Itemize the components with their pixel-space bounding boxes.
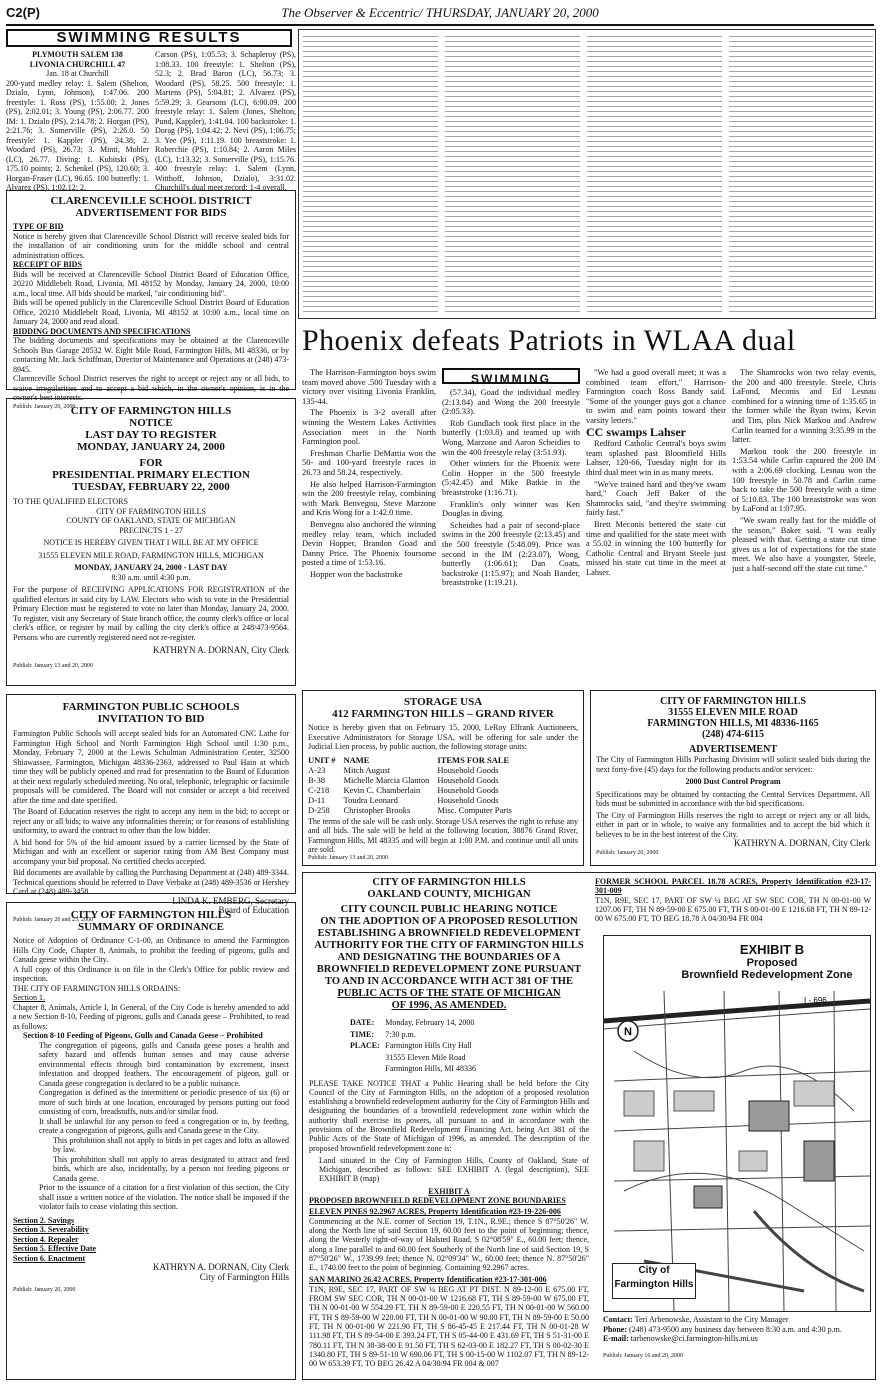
notice-title-2: NOTICE bbox=[129, 417, 173, 429]
type-of-bid-text: Notice is hereby given that Clarenceville School District will receive sealed bids for the installation of air conditioning units for the middle school and central administration offices. bbox=[13, 231, 289, 260]
reserve-text: Clarenceville School District reserves the right to accept or reject any or all bids, to waive irregularities and to accept a bid which, in the owner's opinion, is in the owner's best interests. bbox=[13, 374, 289, 402]
article-col-4 bbox=[732, 368, 876, 678]
bf-title-11: OF 1996, AS AMENDED. bbox=[391, 1000, 507, 1011]
ad-title-1: CITY OF FARMINGTON HILLS bbox=[660, 696, 806, 707]
ordinance-item-c: It shall be unlawful for any person to feed a congregation or to, by feeding, create a congregation of pigeons, gulls and Canada geese in the City. bbox=[39, 1116, 289, 1135]
bf-title-2: OAKLAND COUNTY, MICHIGAN bbox=[367, 889, 531, 900]
storage-title-1: STORAGE USA bbox=[403, 696, 483, 708]
bf-email-value: tarbenowske@ci.farmington-hills.mi.us bbox=[630, 1334, 758, 1343]
ordinance-sections-list bbox=[13, 1216, 289, 1264]
clarenceville-title-2: ADVERTISEMENT FOR BIDS bbox=[75, 207, 227, 219]
receipt-text-1: Bids will be received at Clarenceville School District Board of Education Office, 20210 Middlebelt Road, Livonia, MI 48152 by Monday, January 24, 2000, 10:00 a.m., local time. All bids should be marked, "air conditioning bid". bbox=[13, 269, 289, 298]
table-cell: Mitch August bbox=[343, 764, 391, 775]
bf-time-label: TIME: bbox=[350, 1029, 374, 1039]
notice-title-7: TUESDAY, FEBRUARY 22, 2000 bbox=[72, 481, 230, 493]
article-headline bbox=[302, 324, 876, 364]
storage-terms: The terms of the sale will be cash only. Storage USA reserves the right to refuse any and all bids. The sale will be held at the following location, 38876 Grand River, Farmington Hills, MI 48335 and will begin at 1:00 P.M. and continue until all units are sold. bbox=[308, 816, 578, 854]
page-header bbox=[6, 4, 874, 26]
ordinance-title-2: SUMMARY OF ORDINANCE bbox=[77, 921, 225, 933]
notice-city: CITY OF FARMINGTON HILLS bbox=[96, 506, 206, 516]
map-exhibit-b: EXHIBIT B bbox=[739, 942, 805, 957]
receipt-text-2: Bids will be opened publicly in the Clarenceville School District Board of Education Office, 20210 Middlebelt Road, Livonia, MI 48152 at 10:00 a.m., local time on January 24, 2000 and read aloud. bbox=[13, 298, 289, 326]
bf-title-9: TO AND IN ACCORDANCE WITH ACT 381 OF THE bbox=[325, 976, 573, 987]
results-table-col-3 bbox=[587, 34, 722, 316]
article-paragraph: "We swam really fast for the middle of the season," Baker said. "I was really pleased with that. Getting a state cut time gives us a lot of expectations for the state meet. We also have a youngster, Steele, just a half-second off the state cut time." bbox=[732, 515, 876, 573]
schools-sig-2: Board of Education bbox=[218, 905, 289, 915]
notice-publish: Publish: January 13 and 20, 2000 bbox=[13, 662, 93, 669]
bf-place-value-1: Farmington Hills City Hall bbox=[385, 1041, 472, 1050]
article-paragraph: Hopper won the backstroke bbox=[310, 569, 403, 579]
docs-heading: BIDDING DOCUMENTS AND SPECIFICATIONS bbox=[13, 326, 191, 336]
notice-to: TO THE QUALIFIED ELECTORS bbox=[13, 497, 128, 506]
svg-text:N: N bbox=[624, 1026, 632, 1038]
map-highway-label: I - 696 bbox=[804, 996, 827, 1005]
storage-usa-ad bbox=[302, 690, 584, 866]
bf-place-label: PLACE: bbox=[350, 1041, 380, 1050]
bf-former-school-body: T1N, R9E, SEC 17, PART OF SW ¼ BEG AT SW SEC COR, TH N 00-01-00 W 1207.06 FT, TH N 89-59-00 E 675.00 FT, TH S 00-01-00 E 1216.68 FT, TH N 89-12-00 W 675.00 FT, TO BEG 18.78 A 04/30/94 FR 004 bbox=[595, 895, 871, 924]
bf-san-marino-body: T1N, R9E, SEC 17, PART OF SW ¼ BEG AT PT DIST. N 89-12-00 E 675.00 FT, FROM SW SEC COR, TH N 00-01-00 W 1216.68 FT, TH S 89-59-00 W 675.00 FT, TH N 00-01-00 W 554.29 FT, TH N 89-59-00 E 220.55 FT, TH N 00-01-00 W 560.00 FT, TH S 89-59-00 W 220.00 FT, TH N 00-01-00 W 90.00 FT, TH N 89-59-00 E 50.00 FT, TH N 00-01-00 W 221.90 FT, TH S 86-45-45 E 217.44 FT, TH N 00-01-28 W 111.98 FT, TH S 89-54-00 E 393.24 FT, TH S 05-44-00 E 431.69 FT, TH S 51-31-00 E 780.11 FT, TH N 38-38-00 E 91.50 FT, TH S 62-03-00 E 182.27 FT, TH S 00-02-30 E 1340.80 FT, TH S 89-51-10 W 690.06 FT, TH S 00-15-00 W 1102.07 FT, TH N 89-12-00 W 653.39 FT, TO BEG 26.42 A 04/30/94 FR 004 & 007 bbox=[309, 1284, 589, 1369]
publish-date: Publish: January 20, 2000 bbox=[13, 403, 76, 410]
table-row bbox=[308, 805, 520, 815]
article-paragraph: Franklin's only winner was Ken Douglas in diving. bbox=[442, 499, 580, 519]
table-row bbox=[308, 785, 520, 795]
article-paragraph: Markou took the 200 freestyle in 1:53.54 while Carlin captured the 200 IM with a 2:06.69 clocking. Lesnau won the 100 freestyle in 50.78 and Carlin came back to take the 500 freestyle with a time of 5:10.83. The 100 breaststroke was won by LaFond at 1:07.95. bbox=[732, 446, 876, 514]
headline-text: Phoenix defeats Patriots in WLAA dual bbox=[302, 324, 796, 357]
table-cell: Household Goods bbox=[437, 764, 499, 775]
ordinance-item-c1: This prohibition shall not apply to birds in pet cages and lofts as allowed by law. bbox=[53, 1135, 289, 1154]
article-paragraph: Scheidies had a pair of second-place swims in the 200 freestyle (2:13.45) and the 500 freestyle (5:48.09). Price was second in the IM (2:23.07), Wong, butterfly (1:06.61); Dan Coats, backstroke (1:15.97); and Noah Bander, breaststroke (1:19.21). bbox=[442, 520, 580, 588]
notice-hours: 8:30 a.m. until 4:30 p.m. bbox=[111, 572, 191, 582]
bf-publish: Publish: January 16 and 20, 2000 bbox=[603, 1352, 683, 1359]
table-cell: Household Goods bbox=[437, 784, 499, 795]
bf-san-marino: SAN MARINO 26.42 ACRES, Property Identification #23-17-301-006 bbox=[309, 1275, 547, 1285]
ordinance-sig-2: City of Farmington Hills bbox=[199, 1271, 289, 1282]
notice-title-6: PRESIDENTIAL PRIMARY ELECTION bbox=[52, 469, 250, 481]
results-table-col-2 bbox=[445, 34, 580, 316]
table-cell: D-11 bbox=[308, 794, 326, 805]
table-cell: Household Goods bbox=[437, 774, 499, 785]
ad-title-3: FARMINGTON HILLS, MI 48336-1165 bbox=[647, 718, 819, 729]
bf-body: PLEASE TAKE NOTICE THAT a Public Hearing shall be held before the City Council of the City of Farmington Hills, on the adoption of a proposed resolution establishing a brownfield redevelopment authority for the City of Farmington Hills and designating the boundaries of a brownfield redevelopment zone within which the authority shall exercise its powers, all pursuant to and in accordance with the provisions of the Brownfield Redevelopment Financing Act, being Act 381 of the Public Acts of the State of Michigan of 1996, as amended. The description of the proposed brownfield redevelopment zone is: bbox=[309, 1078, 589, 1153]
article-paragraph: (57.34), Goad the individual medley (2:13.84) and Wong the 200 freestyle (2:05.33). bbox=[442, 388, 580, 417]
bf-title-6: AUTHORITY FOR THE CITY OF FARMINGTON HILLS bbox=[314, 940, 584, 951]
article-paragraph: The Shamrocks won two relay events, the 200 and 400 freestyle. Steele, Chris LaFond, Meconis and Ed Lesnau combined for a winning time of 1:35.65 in the former while the Ryan twins, Kevin and Tim, plus Nick Markou and Andrew Carlin teamed for a winning 3:35.99 in the latter. bbox=[732, 368, 876, 445]
ordinance-section-item: Section 4. Repealer bbox=[13, 1234, 79, 1244]
meet-line-2: LIVONIA CHURCHILL 47 bbox=[29, 59, 126, 69]
docs-text: The bidding documents and specifications may be obtained at the Clarenceville Schools Bus Garage 28532 W. Eight Mile Road, Farmington Hills, MI 48336, or by contacting Mr. Jack Schiffman, Director of Maintenance and Operations at (248) 473-8945. bbox=[13, 336, 289, 374]
table-cell: Christopher Brooks bbox=[343, 804, 411, 815]
article-paragraph: Brett Meconis bettered the state cut time and qualified for the state meet with a 55.02 in winning the 100 butterfly for Catholic Central and Bryant Steele just missed his state cut time in the meet at Lahser. bbox=[586, 519, 726, 577]
bf-place-value-2: 31555 Eleven Mile Road bbox=[385, 1052, 466, 1062]
newspaper-title: The Observer & Eccentric/ THURSDAY, JANUARY 20, 2000 bbox=[281, 5, 599, 20]
map-city-line-1: City of bbox=[638, 1265, 670, 1276]
map-zone-area bbox=[804, 1141, 834, 1181]
table-header: UNIT # bbox=[308, 754, 336, 765]
results-table-col-4 bbox=[729, 34, 873, 316]
map-zone-area bbox=[694, 1186, 722, 1208]
storage-publish: Publish: January 13 and 20, 2000 bbox=[308, 854, 388, 861]
schools-p1: Farmington Public Schools will accept sealed bids for an Automated CNC Lathe for Farmington High School and North Farmington High School until 1:30 p.m., Monday, February 7, 2000 at the Lewis Schulman Administration Center, 32500 Shiawassee, Farmington, Michigan 48336-2363, addressed to Paul Hain at which time they will be publicly opened and read for presentation to the Board of Education at their next regularly scheduled meeting. No oral, telephonic, telegraphic or facsimile proposals will be considered. The Board will not consider or accept a bid received after the time and date specified. bbox=[13, 729, 289, 805]
table-header-row bbox=[308, 755, 520, 765]
ordinance-item-b: Congregation is defined as the intermittent or periodic presence of six (6) or more of such birds at one location, encouraged by persons putting out food consisting of corn, breadstuffs, nuts and/or similar food. bbox=[39, 1088, 289, 1116]
type-of-bid-heading: TYPE OF BID bbox=[13, 222, 64, 231]
storage-intro: Notice is hereby given that on February 15, 2000, LeRoy Elfrank Auctioneers, Executive Administrators for Storage USA, will be offering for sale under the Judicial Lien process, by public auction, the following storage units: bbox=[308, 723, 578, 751]
schools-p4: Bid documents are available by calling the Purchasing Department at (248) 489-3344. Technical questions should be referred to Dave Verbake at (248) 489-3536 or Hershey Card at (248) 489-3458. bbox=[13, 868, 289, 896]
results-tables-block bbox=[298, 29, 876, 319]
table-cell: Michelle Marcia Glanton bbox=[343, 774, 430, 785]
article-paragraph: Redford Catholic Central's boys swim team splashed past Bloomfield Hills Lahser, 120-66, Tuesday night for its third dual meet win in as many meets. bbox=[586, 439, 726, 477]
article-subhead: CC swamps Lahser bbox=[586, 424, 687, 439]
schools-sig-1: LINDA K. EMBERG, Secretary bbox=[172, 895, 289, 906]
bf-phone-label: Phone: bbox=[603, 1324, 627, 1334]
article-paragraph: "We had a good overall meet; it was a combined team effort," Harrison-Farmington coach Ross Bandy said. "Some of the younger guys got a chance to swim and earn points toward their varsity letters." bbox=[586, 368, 726, 425]
table-cell: Misc. Computer Parts bbox=[437, 804, 512, 815]
storage-units-table bbox=[308, 755, 520, 815]
ordinance-chapter: Chapter 8, Animals, Article I, In General, of the City Code is hereby amended to add a new Section 8-10, Feeding of pigeons, gulls and Canada geese – Prohibited, to read as follows: bbox=[13, 1002, 289, 1031]
notice-title-3: LAST DAY TO REGISTER bbox=[85, 429, 217, 441]
article-paragraph: Freshman Charlie DeMattia won the 50- and 100-yard freestyle races in 26.73 and 58.24, respectively. bbox=[302, 448, 436, 477]
clarenceville-bids-ad bbox=[6, 190, 296, 410]
bf-phone-value: (248) 473-9500 any business day between 8:30 a.m. and 4:30 p.m. bbox=[629, 1324, 842, 1334]
table-cell: B-38 bbox=[308, 774, 325, 785]
notice-title-5: FOR bbox=[139, 457, 163, 469]
brownfield-map bbox=[603, 935, 871, 1312]
bf-eleven-pines-body: Commencing at the N.E. corner of Section 19, T.1N., R.9E.; thence S 87°50'26" W. along the North line of said Section 19, 60.00 feet to the point of beginning; thence, along the Westerly right-of-way of Halsted Road, S 02°08'59" E., 60.00 feet; thence, along a line parallel to and 60.00 feet Southerly of the North line of said Section 19, S 87°50'26" W., 1739.99 feet; thence N. 02°09'34" W., 60.00 feet; thence N. 87°50'26" E., 1740.00 feet to the point of beginning. Containing 92.2967 acres. bbox=[309, 1216, 589, 1273]
swimming-results-box bbox=[6, 50, 296, 192]
notice-county: COUNTY OF OAKLAND, STATE OF MICHIGAN bbox=[66, 516, 236, 525]
map-city-label bbox=[612, 1263, 696, 1299]
ordinance-summary bbox=[6, 902, 296, 1380]
bf-contact-label: Contact: bbox=[603, 1315, 633, 1324]
bf-eleven-pines: ELEVEN PINES 92.2967 ACRES, Property Identification #23-19-226-006 bbox=[309, 1207, 561, 1217]
page-number: C2(P) bbox=[6, 5, 40, 20]
swimming-label-box bbox=[442, 368, 580, 384]
table-cell: D-258 bbox=[308, 804, 330, 815]
brownfield-notice bbox=[302, 872, 876, 1380]
notice-title-1: CITY OF FARMINGTON HILLS bbox=[70, 405, 232, 417]
ad-p1: The City of Farmington Hills Purchasing Division will solicit sealed bids during the next forty-five (45) days for the following products and/or services: bbox=[596, 755, 870, 774]
article-col-2 bbox=[442, 388, 580, 678]
ordinance-ordains: THE CITY OF FARMINGTON HILLS ORDAINS: bbox=[13, 983, 181, 993]
table-cell: C-218 bbox=[308, 784, 330, 795]
bf-hearing-details bbox=[349, 1017, 477, 1075]
article-paragraph: Benvegnu also anchored the winning medley relay team, which included Devin Hopper, Brandon Goad and Danny Price. The Phoenix foursome posted a time of 1:53.16. bbox=[302, 519, 436, 568]
swimming-label: SWIMMING bbox=[471, 372, 551, 386]
article-paragraph: Other winners for the Phoenix were Colin Hopper in the 500 freestyle (5:42.45) and Mike Batkie in the breaststroke (1:16.71). bbox=[442, 459, 580, 497]
storage-title-2: 412 FARMINGTON HILLS – GRAND RIVER bbox=[332, 708, 554, 720]
table-row bbox=[308, 775, 520, 785]
ordinance-section-item: Section 2. Savings bbox=[13, 1215, 75, 1225]
ad-title-5: ADVERTISEMENT bbox=[689, 744, 777, 755]
table-row bbox=[308, 795, 520, 805]
bf-title-8: BROWNFIELD REDEVELOPMENT ZONE PURSUANT bbox=[316, 964, 582, 975]
article-paragraph: "We've trained hard and they've swam hard," Coach Jeff Baker of the Shamrocks said, "and they're swimming fairly fast." bbox=[586, 479, 726, 518]
ordinance-section-1: Section 1. bbox=[13, 993, 45, 1002]
map-zone-area bbox=[749, 1101, 789, 1131]
schools-title-2: INVITATION TO BID bbox=[97, 713, 205, 725]
article-col-3 bbox=[586, 368, 726, 678]
ad-title-4: (248) 474-6115 bbox=[702, 729, 764, 740]
ordinance-item-a: The congregation of pigeons, gulls and Canada geese poses a health and safety hazard and offends human senses and may cause adverse environmental effects through bird contamination by excrement, insect infestation and dropped feathers. The encouragement of pigeon, gull or Canada geese congregation is declared to be a public nuisance. bbox=[39, 1040, 289, 1088]
bf-place-value-3: Farmington Hills, MI 48336 bbox=[385, 1064, 476, 1073]
ad-title-2: 31555 ELEVEN MILE ROAD bbox=[668, 707, 798, 718]
receipt-heading: RECEIPT OF BIDS bbox=[13, 260, 82, 269]
bf-land: Land situated in the City of Farmington Hills, County of Oakland, State of Michigan, described as follows: SEE EXHIBIT A (legal description), SEE EXHIBIT B (map) bbox=[319, 1155, 589, 1184]
notice-date: MONDAY, JANUARY 24, 2000 - LAST DAY bbox=[74, 563, 228, 572]
notice-signature: KATHRYN A. DORNAN, City Clerk bbox=[152, 645, 289, 655]
ordinance-item-c2: This prohibition shall not apply to areas designated to attract and feed birds, which are also, incidentally, by a person not feeding pigeons or Canada geese. bbox=[53, 1154, 289, 1183]
meet-line-3: Jan. 18 at Churchill bbox=[46, 69, 109, 78]
bf-title-1: CITY OF FARMINGTON HILLS bbox=[372, 877, 526, 888]
notice-title-4: MONDAY, JANUARY 24, 2000 bbox=[77, 441, 225, 453]
schools-p2: The Board of Education reserves the right to accept any item in the bid; to accept or reject any or all bids; to waive any informalities therein; or for reasons of establishing uniformity, to award the contract to other than the low bidder. bbox=[13, 807, 289, 835]
ordinance-intro: Notice of Adoption of Ordinance C-1-00, an Ordinance to amend the Farmington Hills City Code, Chapter 8, Animals, to prohibit the feeding of pigeons, gulls and Canada geese within the City. bbox=[13, 936, 289, 964]
bf-contact-value: Teri Arbenowske, Assistant to the City Manager bbox=[634, 1315, 789, 1324]
ad-p3: The City of Farmington Hills reserves the right to accept or reject any or all bids, either in part or in whole, to waive any formalities and to accept the bid which it believes to be in the best interest of the City. bbox=[596, 810, 870, 839]
ordinance-copy: A full copy of this Ordinance is on file in the Clerk's Office for public review and inspection. bbox=[13, 964, 289, 983]
dust-control-ad bbox=[590, 690, 876, 866]
clarenceville-title-1: CLARENCEVILLE SCHOOL DISTRICT bbox=[50, 195, 252, 207]
ordinance-section-item: Section 6. Enactment bbox=[13, 1253, 86, 1263]
results-left-text: 200-yard medley relay: 1. Salem (Shelton, Dzialo, Lynn, Johnson), 1:47.06. 200 freestyle: 1. Ross (PS), 1:55.00; 2. Jones (PS), 2:02.01; 3. Young (PS), 2:06.77. 200 IM: 1. Dzialo (PS), 2:14.78; 2. Horgan (PS), 2:21.76; 3. Somerville (PS), 2:26.0. 50 freestyle: 1. Kappler (PS), 24.38; 2. Woodard (PS), 26.73; 3. Minti, Mohler (LC), 26.77. Diving: 1. Kubitski (PS), 175.10 points; 2. Schenkel (PS), 120.60; 3. Horgan-Fraser (LC), 96.65. 100 butterfly: 1. Alvarez (PS), 1:02.12; 2. bbox=[6, 78, 149, 192]
ordinance-section-item: Section 3. Severability bbox=[13, 1225, 89, 1234]
schools-p3: A bid bond for 5% of the bid amount issued by a carrier licensed by the State of Michigan and with an excellent or superior rating from AM Best Company must accompany your bid proposal. No certified checks accepted. bbox=[13, 837, 289, 866]
ordinance-sig-1: KATHRYN A. DORNAN, City Clerk bbox=[152, 1262, 289, 1272]
bf-former-school: FORMER SCHOOL PARCEL 18.78 ACRES, Property Identification #23-17-301-009 bbox=[595, 877, 871, 896]
ad-program: 2000 Dust Control Program bbox=[685, 777, 781, 786]
article-paragraph: The Harrison-Farmington boys swim team moved above .500 Tuesday with a victory over visiting Livonia Franklin, 135-44. bbox=[302, 368, 436, 406]
table-row bbox=[308, 765, 520, 775]
table-header: ITEMS FOR SALE bbox=[437, 754, 510, 765]
ordinance-publish: Publish: January 20, 2000 bbox=[13, 1287, 76, 1293]
table-cell: Household Goods bbox=[437, 794, 499, 805]
bf-date-value: Monday, February 14, 2000 bbox=[385, 1018, 475, 1027]
bf-contact-block bbox=[603, 1315, 871, 1361]
bf-title-10: PUBLIC ACTS OF THE STATE OF MICHIGAN bbox=[337, 988, 561, 999]
bf-title-7: AND DESIGNATING THE BOUNDARIES OF A bbox=[337, 952, 561, 963]
bf-title-4: ON THE ADOPTION OF A PROPOSED RESOLUTION bbox=[320, 916, 578, 927]
ordinance-item-d: Prior to the issuance of a citation for a first violation of this section, the City shall issue a written notice of the violation. The notice shall be imposed if the violator fails to cease violating this section. bbox=[39, 1183, 289, 1211]
ordinance-title-1: CITY OF FARMINGTON HILLS bbox=[70, 909, 232, 921]
notice-address: 31555 ELEVEN MILE ROAD, FARMINGTON HILLS, MICHIGAN bbox=[38, 550, 264, 560]
map-city-line-2: Farmington Hills bbox=[614, 1279, 694, 1290]
register-notice bbox=[6, 398, 296, 686]
bf-time-value: 7:30 p.m. bbox=[385, 1029, 416, 1039]
notice-precincts: PRECINCTS 1 - 27 bbox=[119, 525, 183, 535]
article-paragraph: The Phoenix is 3-2 overall after winning the Western Lakes Activities Association meet in the North Farmington pool. bbox=[302, 408, 436, 447]
results-right-text: Carson (PS), 1:05.53; 3. Schapleroy (PS), 1:08.33. 100 freestyle: 1. Shelton (PS), 52.3; 2. Brad Baron (LC), 56.73; 3. Woodard (PS), 58.25. 500 freestyle: 1. Martens (PS), 5:04.81; 2. Alvarez (PS), 5:59.29; 3. Gearsons (LC), 6:00.09. 200 freestyle relay: 1. Salem (Jones, Shelton, Pund, Kappler), 1:41.04. 100 backstroke: 1. Dorag (PS), 1:04.42; 2. Nevi (PS), 1:06.75; 3. Yee (PS), 1:11.19. 100 breaststroke: 1. Roberchie (PS), 1:10.84; 2. Aaron Miles (LC), 1:13.32; 3. Somerville (PS), 1:15.76. 400 freestyle relay: 1. Salem (Lynn, Witthoff, Johnson, Dzialo), 3:31.02. Churchill's dual meet record: 1-4 overall. bbox=[155, 50, 296, 192]
ad-p2: Specifications may be obtained by contacting the Central Services Department. All bids must be submitted in accordance with the bid specifications. bbox=[596, 789, 870, 808]
results-table-col-1 bbox=[303, 34, 438, 316]
ad-sig: KATHRYN A. DORNAN, City Clerk bbox=[733, 838, 870, 848]
ad-publish: Publish: January 20, 2000 bbox=[596, 849, 659, 856]
table-header: NAME bbox=[343, 754, 370, 765]
article-paragraph: He also helped Harrison-Farmington win the 200 freestyle relay, combining with Mark Benvegnu, Steve Marzone and Kris Wong for a 1:42.0 time. bbox=[302, 479, 436, 518]
table-cell: Toudra Leonard bbox=[343, 794, 398, 805]
map-proposed: Proposed bbox=[746, 957, 798, 969]
schools-publish: Publish: January 20 and 23, 2000 bbox=[13, 916, 93, 923]
bf-title-3: CITY COUNCIL PUBLIC HEARING NOTICE bbox=[340, 904, 558, 915]
bf-date-label: DATE: bbox=[350, 1018, 375, 1027]
ordinance-section-item: Section 5. Effective Date bbox=[13, 1244, 97, 1253]
article-col-1 bbox=[302, 368, 436, 678]
notice-body: For the purpose of RECEIVING APPLICATIONS FOR REGISTRATION of the qualified electors in said city by LAW. Electors who wish to vote in the Presidential Primary Election must be registered to vote no later than Monday, January 24, 2000. To register, visit any Secretary of State branch office, the county clerk's office or local clerk's office, or register by mail by calling the city clerk's office at 248/473-9564. Persons who are currently registered need not re-register. bbox=[13, 585, 289, 642]
bf-title-5: ESTABLISHING A BROWNFIELD REDEVELOPMENT bbox=[317, 928, 581, 939]
notice-statement: NOTICE IS HEREBY GIVEN THAT I WILL BE AT MY OFFICE bbox=[43, 538, 259, 547]
swimming-results-banner: SWIMMING RESULTS bbox=[6, 29, 292, 47]
schools-title-1: FARMINGTON PUBLIC SCHOOLS bbox=[62, 701, 240, 713]
bf-email-label: E-mail: bbox=[603, 1334, 629, 1343]
table-cell: A-23 bbox=[308, 764, 326, 775]
table-cell: Kevin C. Chamberlain bbox=[343, 784, 421, 795]
map-zone-label: Brownfield Redevelopment Zone bbox=[681, 969, 853, 981]
ordinance-section-810: Section 8-10 Feeding of Pigeons, Gulls and Canada Geese – Prohibited bbox=[23, 1031, 263, 1040]
article-paragraph: Rob Gundlach took first place in the butterfly (1:03.8) and teamed up with Wong, Marzone and Aaron Scheidies to win the 400 freestyle relay (3:51.93). bbox=[442, 418, 580, 457]
bf-exhibit-a: EXHIBIT A bbox=[428, 1186, 470, 1196]
bf-exhibit-a-sub: PROPOSED BROWNFIELD REDEVELOPMENT ZONE BOUNDARIES bbox=[309, 1196, 566, 1206]
meet-line-1: PLYMOUTH SALEM 138 bbox=[32, 50, 123, 59]
